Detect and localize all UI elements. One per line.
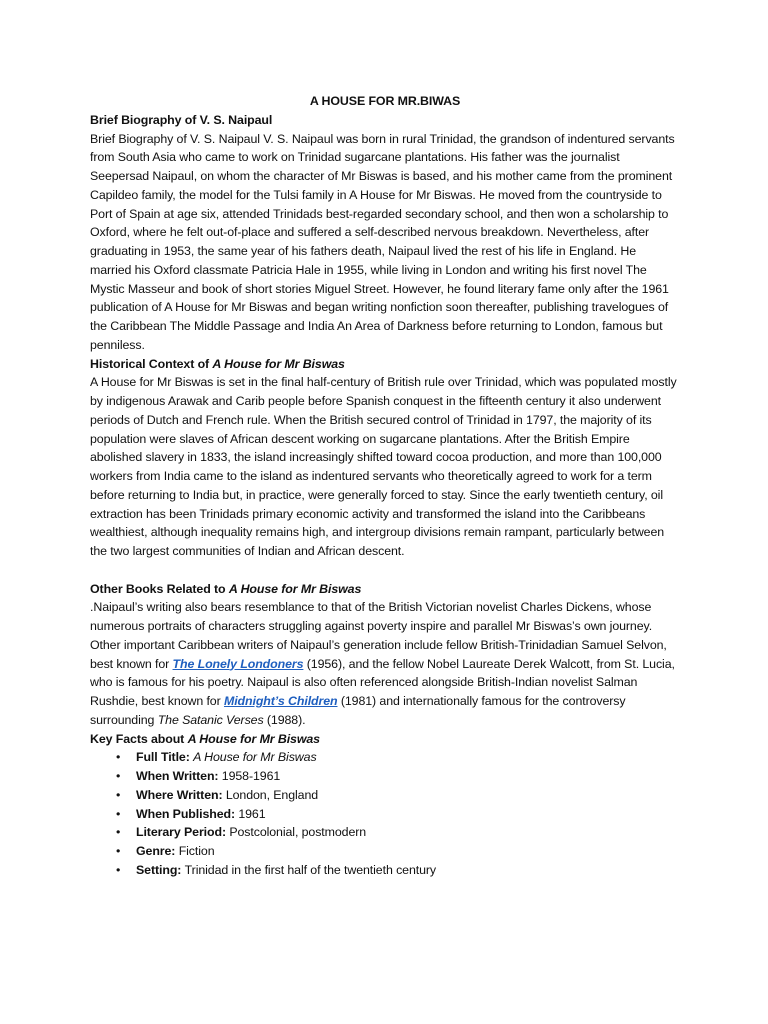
fact-value: 1961 [238,806,266,821]
fact-literary-period [90,823,680,842]
fact-label: Where Written: [136,787,226,802]
document-page [90,92,680,880]
fact-value: Fiction [178,844,215,858]
fact-label: Full Title: [136,750,194,765]
document-title: A HOUSE FOR MR.BIWAS [309,94,461,108]
key-facts-heading [90,730,680,749]
fact-label: Setting: [136,862,185,877]
bullet-icon: • [116,787,121,802]
related-text-4: (1988). [263,712,306,727]
fact-value: Trinidad in the first half of the twentieth century [184,862,437,877]
fact-when-published [90,805,680,824]
fact-value: Postcolonial, postmodern [229,825,367,840]
bullet-icon: • [116,750,121,765]
historical-context-heading-prefix: Historical Context of [90,356,213,371]
lonely-londoners-link[interactable]: The Lonely Londoners [172,656,304,671]
bullet-icon: • [116,844,121,858]
midnights-children-link[interactable]: Midnight’s Children [223,694,338,708]
biography-heading: Brief Biography of V. S. Naipaul [90,112,273,127]
bullet-icon: • [116,769,121,783]
fact-value: A House for Mr Biswas [193,750,317,765]
bullet-icon: • [116,862,121,877]
related-text-1: .Naipaul’s writing also bears resemblance to that of the British Victorian novelist Charles Dickens, whose numerous portraits of characters struggling against poverty inspire and parallel Mr Biswas’s own journey. Other important Caribbean writers of Naipaul’s generation include fellow British-Trinidadian Samuel Selvon, best known for [90,600,667,671]
fact-where-written [90,786,680,805]
key-facts-list [90,748,680,879]
fact-genre [90,842,680,861]
historical-context-paragraph: A House for Mr Biswas is set in the final half-century of British rule over Trinidad, which was populated mostly by indigenous Arawak and Carib people before Spanish conquest in the fifteenth century it also underwent periods of Dutch and French rule. When the British secured control of Trinidad in 1797, the majority of its population were slaves of African descent working on sugarcane plantations. After the British Empire abolished slavery in 1833, the island increasingly shifted toward cocoa production, and more than 100,000 workers from India came to the island as indentured servants who theoretically agreed to work for a term before returning to India but, in practice, were generally forced to stay. Since the early twentieth century, oil extraction has been Trinidads primary economic activity and transformed the island into the Caribbeans wealthiest, although inequality remains high, and intergroup divisions remain rampant, particularly between the two largest communities of Indian and African descent. [90,375,677,558]
blank-line [90,561,680,580]
historical-context-heading-title: A House for Mr Biswas [212,356,345,371]
related-books-heading-prefix: Other Books Related to [90,581,229,596]
related-books-paragraph [90,598,680,729]
key-facts-heading-prefix: Key Facts about [90,731,188,746]
fact-when-written [90,767,680,786]
bullet-icon: • [116,825,121,840]
fact-value: London, England [225,787,319,802]
fact-label: Literary Period: [136,825,230,840]
fact-full-title [90,748,680,767]
fact-setting [90,861,680,880]
historical-context-heading [90,355,680,374]
fact-value: 1958-1961 [221,769,281,783]
related-text-2: (1956), and the fellow Nobel Laureate Derek Walcott, from St. Lucia, who is famous for his poetry. Naipaul is also often referenced alongside British-Indian novelist Salman Rushdie, best known for [90,656,675,708]
biography-paragraph: Brief Biography of V. S. Naipaul V. S. Naipaul was born in rural Trinidad, the grandson of indentured servants from South Asia who came to work on Trinidad sugarcane plantations. His father was the journalist Seepersad Naipaul, on whom the character of Mr Biswas is based, and his mother came from the prominent Capildeo family, the model for the Tulsi family in A House for Mr Biswas. He moved from the countryside to Port of Spain at age six, attended Trinidads best-regarded secondary school, and then won a scholarship to Oxford, where he felt out-of-place and suffered a self-described nervous breakdown. Nevertheless, after graduating in 1953, the same year of his fathers death, Naipaul lived the rest of his life in England. He married his Oxford classmate Patricia Hale in 1955, while living in London and writing his first novel The Mystic Masseur and book of short stories Miguel Street. However, he found literary fame only after the 1961 publication of A House for Mr Biswas and began writing nonfiction soon thereafter, publishing travelogues of the Caribbean The Middle Passage and India An Area of Darkness before returning to London, famous but penniless. [90,131,675,352]
related-text-3: (1981) and internationally famous for the controversy surrounding [90,694,626,727]
key-facts-heading-title: A House for Mr Biswas [187,731,320,746]
fact-label: When Published: [136,806,239,821]
fact-label: When Written: [136,769,222,783]
fact-label: Genre: [136,844,179,858]
bullet-icon: • [116,806,121,821]
related-books-heading-title: A House for Mr Biswas [228,581,362,596]
satanic-verses-title: The Satanic Verses [157,712,264,727]
related-books-heading [90,580,680,599]
